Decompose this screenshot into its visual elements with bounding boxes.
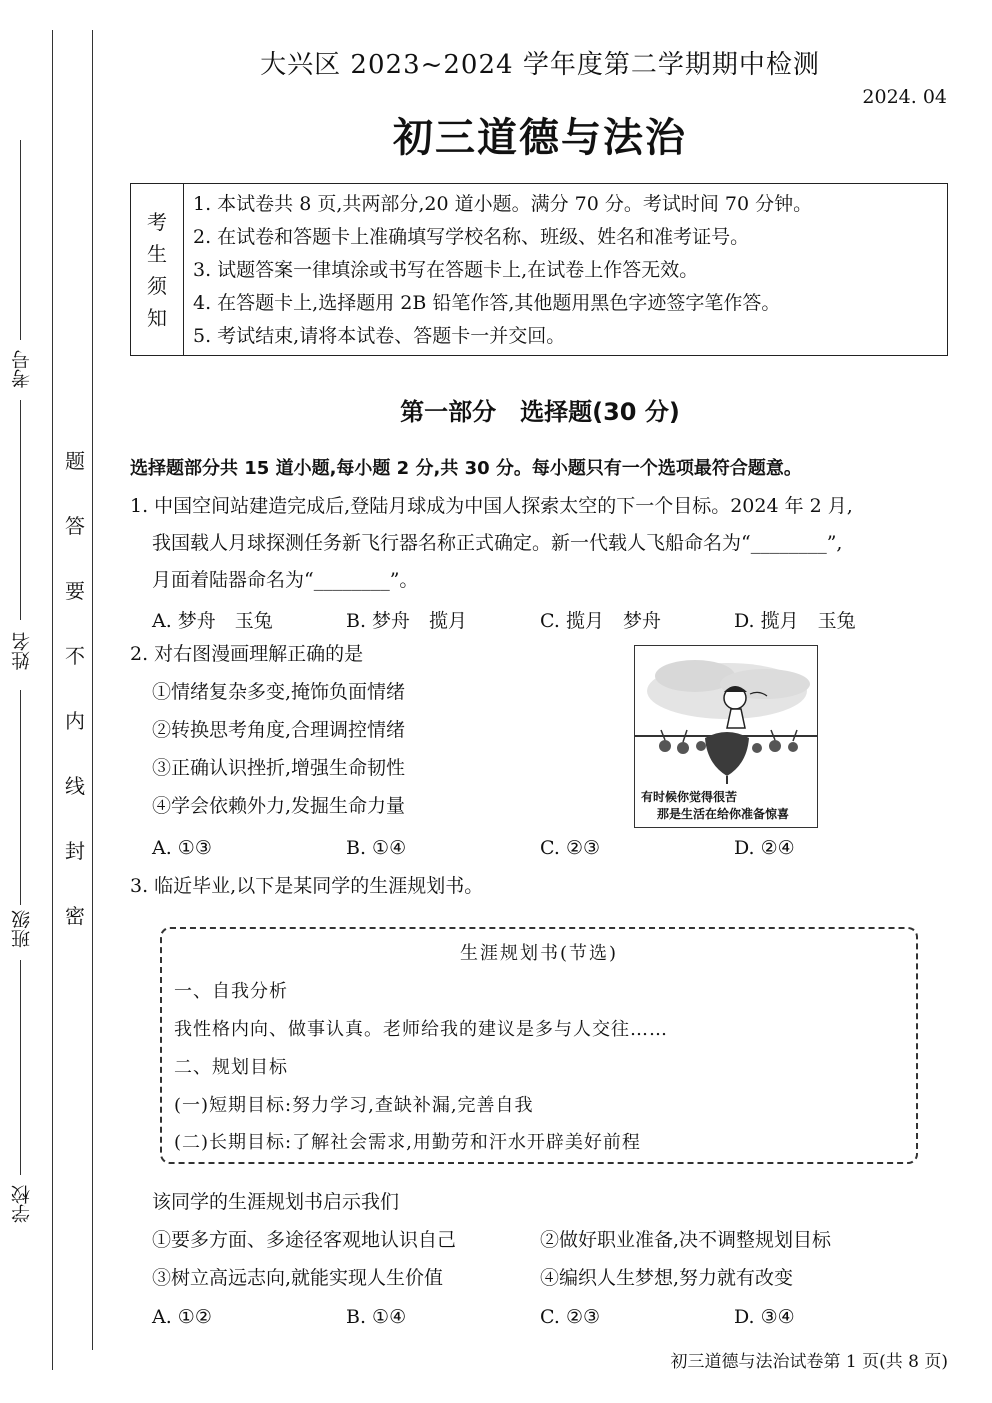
q2-statement: ①情绪复杂多变,掩饰负面情绪	[152, 681, 406, 703]
q2-statement: ④学会依赖外力,发掘生命力量	[152, 795, 406, 817]
class-label: 班级	[11, 910, 33, 948]
q3-option-c[interactable]: C. ②③	[540, 1306, 601, 1328]
q1-line: 我国载人月球探测任务新飞行器名称正式确定。新一代载人飞船命名为“________”,	[152, 532, 843, 554]
seal-char: 内	[65, 709, 85, 733]
notice-item: 4. 在答题卡上,选择题用 2B 铅笔作答,其他题用黑色字迹签字笔作答。	[193, 292, 781, 314]
seal-warning	[62, 445, 88, 965]
seal-char: 线	[65, 774, 85, 798]
exam-title: 大兴区 2023~2024 学年度第二学期期中检测	[260, 50, 820, 80]
q3-statement: ③树立高远志向,就能实现人生价值	[152, 1267, 444, 1289]
notice-list	[193, 188, 812, 353]
school-label: 学校	[11, 1185, 33, 1223]
plan-title: 生涯规划书(节选)	[459, 943, 619, 964]
candidate-notice-box	[130, 183, 948, 356]
comic-caption-line: 有时候你觉得很苦	[641, 790, 738, 804]
q2-statement: ②转换思考角度,合理调控情绪	[152, 719, 406, 741]
seal-char: 不	[65, 644, 85, 668]
exam-date: 2024. 04	[862, 86, 947, 108]
class-fill-line	[20, 690, 21, 905]
name-label: 姓名	[11, 632, 33, 670]
seal-char: 答	[65, 514, 85, 538]
q3-statement: ②做好职业准备,决不调整规划目标	[540, 1229, 832, 1251]
subject-title: 初三道德与法治	[393, 115, 687, 161]
q1-line: 1. 中国空间站建造完成后,登陆月球成为中国人探索太空的下一个目标。2024 年 2 月,	[130, 495, 853, 517]
q1-option-d[interactable]: D. 揽月 玉兔	[734, 610, 856, 632]
notice-item: 1. 本试卷共 8 页,共两部分,20 道小题。满分 70 分。考试时间 70 分钟。	[193, 193, 813, 215]
comic-caption	[641, 789, 789, 823]
exam-no-fill-line	[20, 140, 21, 340]
q1-option-a[interactable]: A. 梦舟 玉兔	[152, 610, 273, 632]
plan-line: (一)短期目标:努力学习,查缺补漏,完善自我	[174, 1095, 534, 1116]
notice-label-char: 知	[147, 305, 167, 330]
q2-comic-image	[634, 645, 818, 828]
plan-line: 一、自我分析	[174, 981, 288, 1002]
notice-label-char: 须	[147, 273, 167, 298]
q2-statement: ③正确认识挫折,增强生命韧性	[152, 757, 406, 779]
q2-option-c[interactable]: C. ②③	[540, 837, 601, 859]
seal-char: 密	[65, 904, 85, 928]
notice-item: 2. 在试卷和答题卡上准确填写学校名称、班级、姓名和准考证号。	[193, 226, 750, 248]
seal-char: 题	[65, 449, 85, 473]
q2-option-a[interactable]: A. ①③	[152, 837, 212, 859]
q3-option-d[interactable]: D. ③④	[734, 1306, 795, 1328]
seal-char: 要	[65, 579, 85, 603]
q3-statement: ④编织人生梦想,努力就有改变	[540, 1267, 794, 1289]
notice-item: 3. 试题答案一律填涂或书写在答题卡上,在试卷上作答无效。	[193, 259, 699, 281]
notice-label	[131, 184, 184, 355]
plan-line: 我性格内向、做事认真。老师给我的建议是多与人交往……	[174, 1019, 668, 1040]
q3-statement: ①要多方面、多途径客观地认识自己	[152, 1229, 457, 1251]
binding-line-outer	[52, 30, 53, 1370]
seal-char: 封	[65, 839, 85, 863]
comic-illustration	[635, 646, 818, 786]
notice-label-char: 考	[147, 209, 167, 234]
binding-line-inner	[92, 30, 93, 1350]
notice-label-char: 生	[147, 241, 167, 266]
q2-option-d[interactable]: D. ②④	[734, 837, 795, 859]
comic-caption-line: 那是生活在给你准备惊喜	[657, 807, 790, 821]
q3-question: 该同学的生涯规划书启示我们	[152, 1191, 400, 1213]
plan-line: 二、规划目标	[174, 1057, 288, 1078]
plan-line: (二)长期目标:了解社会需求,用勤劳和汗水开辟美好前程	[174, 1132, 641, 1153]
q3-option-b[interactable]: B. ①④	[346, 1306, 407, 1328]
q2-stem: 2. 对右图漫画理解正确的是	[130, 643, 364, 665]
part1-instruction: 选择题部分共 15 道小题,每小题 2 分,共 30 分。每小题只有一个选项最符合题意。	[130, 458, 802, 479]
q3-option-a[interactable]: A. ①②	[152, 1306, 212, 1328]
q2-option-b[interactable]: B. ①④	[346, 837, 407, 859]
exam-no-label: 考号	[11, 350, 33, 388]
part1-title: 第一部分 选择题(30 分)	[400, 398, 680, 426]
q3-stem: 3. 临近毕业,以下是某同学的生涯规划书。	[130, 875, 484, 897]
q1-option-b[interactable]: B. 梦舟 揽月	[346, 610, 468, 632]
page-footer: 初三道德与法治试卷第 1 页(共 8 页)	[670, 1352, 948, 1372]
name-fill-line	[20, 400, 21, 620]
school-fill-line	[20, 960, 21, 1175]
q1-line: 月面着陆器命名为“________”。	[152, 569, 419, 591]
career-plan-box	[160, 927, 918, 1164]
notice-item: 5. 考试结束,请将本试卷、答题卡一并交回。	[193, 325, 566, 347]
q1-option-c[interactable]: C. 揽月 梦舟	[540, 610, 661, 632]
